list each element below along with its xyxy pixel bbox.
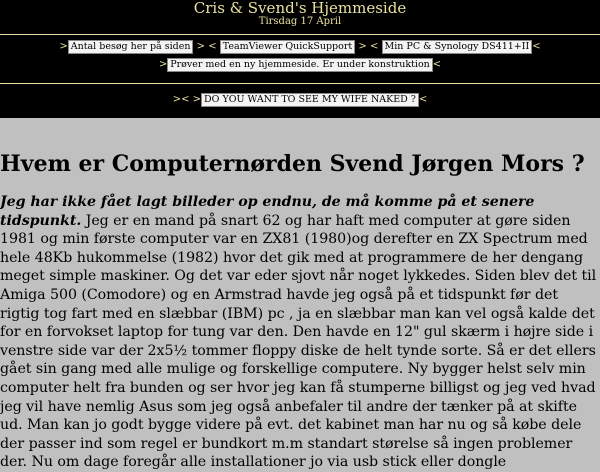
nav-separator: < xyxy=(532,41,541,52)
nav-separator: >< > xyxy=(172,94,202,105)
nav-row-3 xyxy=(0,93,600,107)
nav-separator: < xyxy=(432,59,442,70)
nav-row-1 xyxy=(0,40,600,54)
nav-separator: > < xyxy=(196,41,217,52)
page-heading: Hvem er Computernørden Svend Jørgen Mors ? xyxy=(0,151,585,177)
nav-separator: > xyxy=(59,41,68,52)
article-body: Jeg er en mand på snart 62 og har haft med computer at gøre siden 1981 og min første computer var en ZX81 (1980)og derefter en ZX Spectrum med hele 48Kb hukommelse (1982) hvor det gik med at programmere de her dengang meget simple maskiner. Og det var eder sjovt når noget lykkedes. Siden blev det til Amiga 500 (Comodore) og en Armstrad havde jeg også på et tidspunkt før det rigtig tog fart med en slæbbar (IBM) pc , ja en slæbbar man kan vel også kalde det for en forvokset laptop for tung var den. Den havde en 12" gul skærm i højre side i venstre side var der 2x5½ tommer floppy diske de helt tynde sorte. Så er det ellers gået sin gang med alle mulige og forskellige computere. Ny bygger helst selv min computer helt fra bunden og ser hvor jeg kan få stumperne billigst og jeg ved hvad jeg vil have nemlig Asus som jeg også anbefaler til andre der tænker på at skifte ud. Man kan jo godt bygge videre på evt. det kabinet man har nu og så købe dele der passer ind som regel er bundkort m.m standart størelse så ingen problemer der. Nu om dage foregår alle installationer jo via usb stick eller dongle xyxy=(0,212,597,471)
nav-separator: > xyxy=(158,59,168,70)
site-title: Cris & Svend's Hjemmeside xyxy=(193,0,407,17)
teamviewer-button[interactable]: TeamViewer QuickSupport xyxy=(220,40,355,54)
visitor-count-button[interactable]: Antal besøg her på siden xyxy=(68,40,194,54)
site-date: Tirsdag 17 April xyxy=(258,16,342,27)
nav-row-2 xyxy=(0,58,600,72)
nav-separator: > < xyxy=(358,41,379,52)
new-homepage-button[interactable]: Prøver med en ny hjemmeside. Er under konstruktion xyxy=(167,58,433,72)
wife-link-button[interactable]: DO YOU WANT TO SEE MY WIFE NAKED ? xyxy=(201,93,419,107)
article-text xyxy=(0,193,598,472)
my-pc-synology-button[interactable]: Min PC & Synology DS411+II xyxy=(382,40,533,54)
article-lead: Jeg har ikke fået lagt billeder op endnu, de må komme på et senere tidspunkt. xyxy=(0,194,535,229)
site-header xyxy=(0,0,600,118)
nav-separator: < xyxy=(418,94,428,105)
